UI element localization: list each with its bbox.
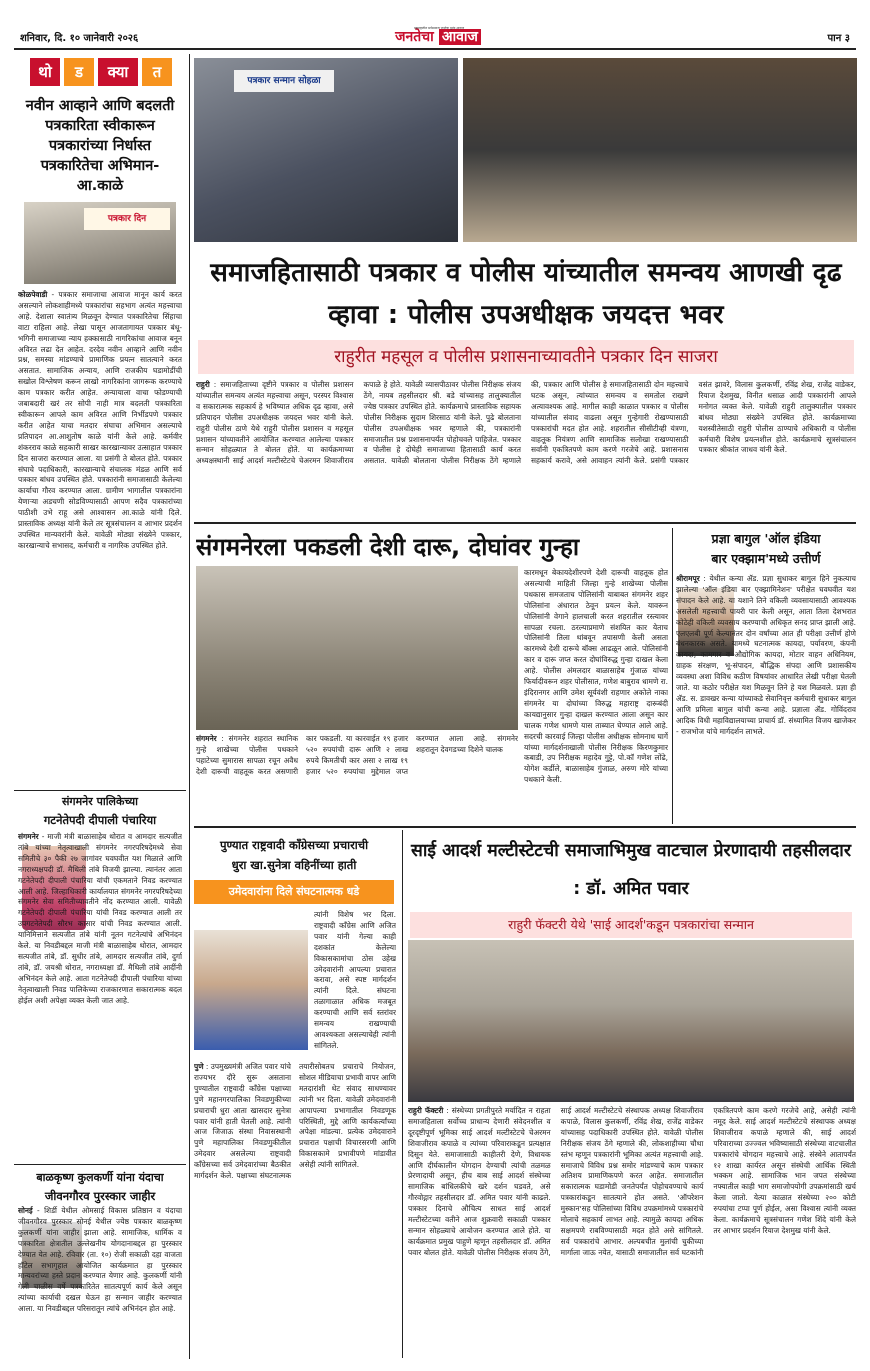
ncp-article-top: त्यांनी विशेष भर दिला. राष्ट्रवादी काँग्रेस आणि अजित पवार यांनी गेल्या काही दशकांत केलेल्या विकासकामांचा ठोस उहेख उमेदवारांनी आपल्या प्रचारात करावा, असे स्पष्ट मार्गदर्शन त्यांनी दिले. संघटना तळागाळात अधिक मजबूत करण्याची आणि सर्व स्तरांवर समन्वय राखण्याची आवश्यकता असल्याचेही त्यांनी सांगितले. [314, 910, 396, 1050]
brief-letter-2: ड [64, 58, 94, 86]
left2-article: संगमनेर - माजी मंत्री बाळासाहेब थोरात व आमदार सत्यजीत तांबे यांच्या नेतृत्वाखाली संगमनेर नगरपरिषदेमध्ये सेवा समितीचे ३० पैकी २७ जागांवर घवघवीत यश मिळाले आणि नगराध्यक्षपदी डॉ. मैथिली तांबे विजयी झाल्या. त्यानंतर आता गटनेतेपदी दीपाली पंचारिया यांची एकमताने निवड करण्यात आली आहे. जिल्हाधिकारी कार्यालयात संगमनेर नगरपरिषदेच्या संगमनेर सेवा समितीच्यावतीने नोंद करण्यात आली. यावेळी गटनेतेपदी दीपाली पंचारिया यांची निवड करण्यात आली तर उपगटनेतेपदी सौरभ कासार यांची निवड करण्यात आली. यानिमित्ताने सत्यजीत तांबे यांनी नूतन गटनेत्यांचे अभिनंदन केले. या निवडीबद्दल माजी मंत्री बाळासाहेब थोरात, आमदार सत्यजीत तांबे, डॉ. सुधीर तांबे, आमदार सत्यजीत तांबे, दुर्गा तांबे, डॉ. जयश्री थोरात, नगराध्यक्षा डॉ. मैथिली तांबे आदींनी अभिनंदन केले आहे. आता गटनेतेपदी दीपाली पंचारिया यांच्या नेतृत्वाखाली निवड पालिकेच्या राजकारणात सकारात्मक बदल होईल अशी अपेक्षा व्यक्त केली जात आहे. [18, 832, 182, 1005]
prajna-body: येथील कन्या ॲड. प्रज्ञा सुधाकर बागुल हिने नुकत्याच झालेल्या 'ऑल इंडिया बार एक्झामिनेशन' परीक्षेत घवघवीत यश संपादन केले आहे. या यशाने तिने वकिली व्यवसायासाठी आवश्यक असलेली महत्त्वाची पायरी पार केली असून, आता तिला देशभरात कोठेही वकिली व्यवसाय करण्याची अधिकृत सनद प्राप्त झाली आहे. एलएलबी पूर्ण केल्यानंतर दोन वर्षांच्या आत ही परीक्षा उत्तीर्ण होणे बंधनकारक असते. यामध्ये घटनात्मक कायदा, पर्यावरण, कंपनी कायदा, कामगार व औद्योगिक कायदा, मोटार वाहन अधिनियम, ग्राहक संरक्षण, भू-संपादन, बौद्धिक संपदा आणि प्रशासकीय व्यवस्था अशा विविध कठीण विषयांवर आधारित लेखी परीक्षा घेतली जाते. या कठोर परीक्षेत यश मिळवून तिने हे यश मिळवले. प्रज्ञा ही ॲड. स. डावखर कन्या यांच्याकडे सेवानिवृत्त कर्मचारी सुधाकर बागुल आणि प्रमिला बागुल यांची कन्या आहे. प्रज्ञाला ॲड. गोविंदराव आदिक विधी महाविद्यालयाच्या प्राचार्य डॉ. संध्यामित विजय खाजेकर - राजभोज यांचे मार्गदर्शन लाभले. [676, 574, 856, 736]
left3-headline-2: जीवनगौरव पुरस्कार जाहीर [44, 1189, 156, 1203]
left1-body: पत्रकार समाजाचा आवाज मानून कार्य करत असल्याने लोकशाहीमध्ये पत्रकारांचा सहभाग अत्यंत महत्त्वाचा आहे. देशाला स्वातंत्र्य मिळवून देण्यात पत्रकारितेचा सिंहाचा वाटा राहिला आहे. लेखा पासून आजतागायत पत्रकार बंधू-भगिनी समाजाच्या न्याय हक्कासाठी नागरिकांचा आवाज बनून अविरत लढा देत आहेत. दरदेव नवीन आव्हाने आणि नवीन प्रश्न, समस्या मांडण्याचे प्रामाणिक प्रयत्न सातत्याने करत असतात. सामाजिक अन्याय, आणि राजकीय घडामोडींची सखोल विश्लेषण करून लाखो नागरिकांना जागरूक करण्याचे काम पत्रकार करीत आहेत. अन्यायाला वाचा फोडण्याची जबाबदारी खरं तर सोपी नाही मात्र बदलती पत्रकारिता स्वीकारून आपले काम अविरत आणि निर्भीडपणे पत्रकार करीत आहेत याचा मतदार संघाचा अभिमान असल्याचे प्रतिपादन आ.आशुतोष काळे यांनी केले आहे. कर्मवीर शंकरराव काळे सहकारी साखर कारखान्यावर उत्साहात पत्रकार दिन साजरा करण्यात आला. या प्रसंगी ते बोलत होते. पत्रकार संघाचे पदाधिकारी, कारखान्याचे संचालक मंडळ आणि सर्व पत्रकार बांधव उपस्थित होते. पत्रकारांनी समाजासाठी केलेल्या कार्याचा गौरव करण्यात आला. ग्रामीण भागातील पत्रकारांना येणाऱ्या अडचणी सोडविण्यासाठी आपण सदैव पत्रकारांच्या पाठीशी उभे राहू असे आश्वासन आ.काळे यांनी दिले. प्रास्ताविक अध्यक्ष यांनी केले तर सूत्रसंचालन व आभार प्रदर्शन उपस्थित मान्यवरांनी केले. यावेळी मोठ्या संख्येने पत्रकार, कारखान्याचे सभासद, कर्मचारी व नागरिक उपस्थित होते. [18, 290, 182, 550]
top-photo-right [463, 58, 857, 242]
left2-body: माजी मंत्री बाळासाहेब थोरात व आमदार सत्यजीत तांबे यांच्या नेतृत्वाखाली संगमनेर नगरपरिषदेमध्ये सेवा समितीचे ३० पैकी २७ जागांवर घवघवीत यश मिळाले आणि नगराध्यक्षपदी डॉ. मैथिली तांबे विजयी झाल्या. त्यानंतर आता गटनेतेपदी दीपाली पंचारिया यांची एकमताने निवड करण्यात आली आहे. जिल्हाधिकारी कार्यालयात संगमनेर नगरपरिषदेच्या संगमनेर सेवा समितीच्यावतीने नोंद करण्यात आली. यावेळी गटनेतेपदी दीपाली पंचारिया यांची निवड करण्यात आली तर उपगटनेतेपदी सौरभ कासार यांची निवड करण्यात आली. यानिमित्ताने सत्यजीत तांबे यांनी नूतन गटनेत्यांचे अभिनंदन केले. या निवडीबद्दल माजी मंत्री बाळासाहेब थोरात, आमदार सत्यजीत तांबे, डॉ. सुधीर तांबे, आमदार सत्यजीत तांबे, दुर्गा तांबे, डॉ. जयश्री थोरात, नगराध्यक्षा डॉ. मैथिली तांबे आदींनी अभिनंदन केले आहे. आता गटनेतेपदी दीपाली पंचारिया यांच्या नेतृत्वाखाली निवड पालिकेच्या राजकारणात सकारात्मक बदल होईल अशी अपेक्षा व्यक्त केली जात आहे. [18, 832, 182, 1005]
left1-headline: नवीन आव्हाने आणि बदलती पत्रकारिता स्वीकारून पत्रकारांच्या निर्धास्त पत्रकारितेचा अभिमान- आ.काळे [25, 98, 175, 194]
left1-dateline: कोळपेवाडी [18, 290, 48, 299]
ncp-dateline: पुणे [194, 1062, 204, 1071]
ncp-headline-1: पुण्यात राष्ट्रवादी काँग्रेसच्या प्रचाराची [219, 838, 369, 852]
top-subhead: राहुरीत महसूल व पोलीस प्रशासनाच्यावतीने पत्रकार दिन साजरा [198, 340, 854, 374]
left-column [14, 54, 186, 1359]
top-photo-left [194, 58, 458, 242]
left1-photo-banner: पत्रकार दिन [84, 208, 170, 230]
prajna-headline-2: बार एक्झाम'मध्ये उत्तीर्ण [711, 551, 821, 566]
masthead-tagline: महाराष्ट्रातील सर्वसामान्य जनतेचा बुलंद आवाज [413, 26, 465, 30]
top-dateline: राहुरी [196, 380, 210, 389]
mid-dateline: संगमनेर [196, 734, 217, 743]
prajna-article: श्रीरामपूर : येथील कन्या ॲड. प्रज्ञा सुधाकर बागुल हिने नुकत्याच झालेल्या 'ऑल इंडिया बार एक्झामिनेशन' परीक्षेत घवघवीत यश संपादन केले आहे. या यशाने तिने वकिली व्यवसायासाठी आवश्यक असलेली महत्त्वाची पायरी पार केली असून, आता तिला देशभरात कोठेही वकिली व्यवसाय करण्याची अधिकृत सनद प्राप्त झाली आहे. एलएलबी पूर्ण केल्यानंतर दोन वर्षांच्या आत ही परीक्षा उत्तीर्ण होणे बंधनकारक असते. यामध्ये घटनात्मक कायदा, पर्यावरण, कंपनी कायदा, कामगार व औद्योगिक कायदा, मोटार वाहन अधिनियम, ग्राहक संरक्षण, भू-संपादन, बौद्धिक संपदा आणि प्रशासकीय व्यवस्था अशा विविध कठीण विषयांवर आधारित लेखी परीक्षा घेतली जाते. या कठोर परीक्षेत यश मिळवून तिने हे यश मिळवले. प्रज्ञा ही ॲड. स. डावखर कन्या यांच्याकडे सेवानिवृत्त कर्मचारी सुधाकर बागुल आणि प्रमिला बागुल यांची कन्या आहे. प्रज्ञाला ॲड. गोविंदराव आदिक विधी महाविद्यालयाच्या प्राचार्य डॉ. संध्यामित विजय खाजेकर - राजभोज यांचे मार्गदर्शन लाभले. [676, 574, 856, 736]
header-date: शनिवार, दि. १० जानेवारी २०२६ [20, 33, 139, 44]
top-headline: समाजहितासाठी पत्रकार व पोलीस यांच्यातील समन्वय आणखी दृढ व्हावा : पोलीस उपअधीक्षक जयदत्त भवर [210, 258, 842, 330]
sai-photo [408, 940, 854, 1102]
mid-headline: संगमनेरला पकडली देशी दारू, दोघांवर गुन्हा [196, 533, 580, 561]
sai-body: संस्थेच्या प्रगतीपुरते मर्यादित न राहता समाजहिताला सर्वोच्च प्राधान्य देणारी संवेदनशील व दूरदृष्टीपूर्ण भूमिका साई आदर्श मल्टीस्टेटचे चेअरमन शिवाजीराव कपाळे व त्यांच्या परिवाराकडून प्रत्यक्षात दिसून येते. समाजासाठी काहीतरी देणे, विधायक आणि दीर्घकालीन योगदान देण्याची त्यांची तळमळ प्रेरणादायी असून, हीच बाब साई आदर्श संस्थेच्या सामाजिक बांधिलकीचे खरे दर्शन घडवते, असे गौरवोद्गार तहसीलदार डॉ. अमित पवार यांनी काढले. पत्रकार दिनाचे औचित्य साधत साई आदर्श मल्टीस्टेटच्या वतीने आज शुक्रवारी सकाळी पत्रकार सन्मान सोहळ्याचे आयोजन करण्यात आले होते. या कार्यक्रमात प्रमुख पाहुणे म्हणून तहसीलदार डॉ. अमित पवार बोलत होते. यावेळी पोलीस निरीक्षक संजय ठेंगे, साई आदर्श मल्टीस्टेटचे संस्थापक अध्यक्ष शिवाजीराव कपाळे, विलास कुलकर्णी, रविंद्र शेख, राजेंद्र वाडेकर यांच्यासह पदाधिकारी उपस्थित होते. यावेळी पोलीस निरीक्षक संजय ठेंगे म्हणाले की, लोकशाहीच्या चौथा स्तंभ म्हणून पत्रकारांनी भूमिका अत्यंत महत्त्वाची आहे. समाजाचे विविध प्रश्न समोर मांडण्याचे काम पत्रकार अतिशय प्रामाणिकपणे करत आहेत. समाजातील सकारात्मक घडामोडी जनतेपर्यंत पोहोचवण्याचे कार्य पत्रकारांकडून सातत्याने होत असते. 'ऑपरेशन मुस्कान'सह पोलिसांच्या विविध उपक्रमांमध्ये पत्रकारांचे मोलाचे सहकार्य लाभत आहे. त्यामुळे कायदा अधिक सक्षमपणे राबविण्यासाठी मदत होते असे सांगितले. सर्व पत्रकारांचे आभार. अल्पबचीत मुलांची चुकीच्या मार्गाला जाऊ नयेत, यासाठी समाजातील सर्व घटकांनी एकत्रितपणे काम करणे गरजेचे आहे, असेही त्यांनी नमूद केले. साई आदर्श मल्टीस्टेटचे संस्थापक अध्यक्ष शिवाजीराव कपाळे म्हणाले की, साई आदर्श परिवाराच्या उज्ज्वल भविष्यासाठी संस्थेच्या वाटचालीत पत्रकारांचे योगदान महत्त्वाचे आहे. संस्थेने आतापर्यंत १२ शाखा कार्यरत असून संस्थेची आर्थिक स्थिती भक्कम आहे. सामाजिक भान जपत संस्थेच्या नफ्यातील काही भाग समाजोपयोगी उपक्रमांसाठी खर्च केला जातो. येत्या काळात संस्थेच्या २०० कोटी रुपयांचा टप्पा पूर्ण होईल, असा विश्वास त्यांनी व्यक्त केला. कार्यक्रमाचे सूत्रसंचालन गणेश शिंदे यांनी केले तर आभार प्रदर्शन रियाज देशमुख यांनी केले. [408, 1106, 856, 1257]
sai-article: राहुरी फॅक्टरी : संस्थेच्या प्रगतीपुरते मर्यादित न राहता समाजहिताला सर्वोच्च प्राधान्य देणारी संवेदनशील व दूरदृष्टीपूर्ण भूमिका साई आदर्श मल्टीस्टेटचे चेअरमन शिवाजीराव कपाळे व त्यांच्या परिवाराकडून प्रत्यक्षात दिसून येते. समाजासाठी काहीतरी देणे, विधायक आणि दीर्घकालीन योगदान देण्याची त्यांची तळमळ प्रेरणादायी असून, हीच बाब साई आदर्श संस्थेच्या सामाजिक बांधिलकीचे खरे दर्शन घडवते, असे गौरवोद्गार तहसीलदार डॉ. अमित पवार यांनी काढले. पत्रकार दिनाचे औचित्य साधत साई आदर्श मल्टीस्टेटच्या वतीने आज शुक्रवारी सकाळी पत्रकार सन्मान सोहळ्याचे आयोजन करण्यात आले होते. या कार्यक्रमात प्रमुख पाहुणे म्हणून तहसीलदार डॉ. अमित पवार बोलत होते. यावेळी पोलीस निरीक्षक संजय ठेंगे, साई आदर्श मल्टीस्टेटचे संस्थापक अध्यक्ष शिवाजीराव कपाळे, विलास कुलकर्णी, रविंद्र शेख, राजेंद्र वाडेकर यांच्यासह पदाधिकारी उपस्थित होते. यावेळी पोलीस निरीक्षक संजय ठेंगे म्हणाले की, लोकशाहीच्या चौथा स्तंभ म्हणून पत्रकारांनी भूमिका अत्यंत महत्त्वाची आहे. समाजाचे विविध प्रश्न समोर मांडण्याचे काम पत्रकार अतिशय प्रामाणिकपणे करत आहेत. समाजातील सकारात्मक घडामोडी जनतेपर्यंत पोहोचवण्याचे कार्य पत्रकारांकडून सातत्याने होत असते. 'ऑपरेशन मुस्कान'सह पोलिसांच्या विविध उपक्रमांमध्ये पत्रकारांचे मोलाचे सहकार्य लाभत आहे. त्यामुळे कायदा अधिक सक्षमपणे राबविण्यासाठी मदत होते असे सांगितले. सर्व पत्रकारांचे आभार. अल्पबचीत मुलांची चुकीच्या मार्गाला जाऊ नयेत, यासाठी समाजातील सर्व घटकांनी एकत्रितपणे काम करणे गरजेचे आहे, असेही त्यांनी नमूद केले. साई आदर्श मल्टीस्टेटचे संस्थापक अध्यक्ष शिवाजीराव कपाळे म्हणाले की, साई आदर्श परिवाराच्या उज्ज्वल भविष्यासाठी संस्थेच्या वाटचालीत पत्रकारांचे योगदान महत्त्वाचे आहे. संस्थेने आतापर्यंत १२ शाखा कार्यरत असून संस्थेची आर्थिक स्थिती भक्कम आहे. सामाजिक भान जपत संस्थेच्या नफ्यातील काही भाग समाजोपयोगी उपक्रमांसाठी खर्च केला जातो. येत्या काळात संस्थेच्या २०० कोटी रुपयांचा टप्पा पूर्ण होईल, असा विश्वास त्यांनी व्यक्त केला. कार्यक्रमाचे सूत्रसंचालन गणेश शिंदे यांनी केले तर आभार प्रदर्शन रियाज देशमुख यांनी केले. [408, 1106, 856, 1257]
left1-article: कोळपेवाडी - पत्रकार समाजाचा आवाज मानून कार्य करत असल्याने लोकशाहीमध्ये पत्रकारांचा सहभाग अत्यंत महत्त्वाचा आहे. देशाला स्वातंत्र्य मिळवून देण्यात पत्रकारितेचा सिंहाचा वाटा राहिला आहे. लेखा पासून आजतागायत पत्रकार बंधू-भगिनी समाजाच्या न्याय हक्कासाठी नागरिकांचा आवाज बनून अविरत लढा देत आहेत. दरदेव नवीन आव्हाने आणि नवीन प्रश्न, समस्या मांडण्याचे प्रामाणिक प्रयत्न सातत्याने करत असतात. सामाजिक अन्याय, आणि राजकीय घडामोडींची सखोल विश्लेषण करून लाखो नागरिकांना जागरूक करण्याचे काम पत्रकार करीत आहेत. अन्यायाला वाचा फोडण्याची जबाबदारी खरं तर सोपी नाही मात्र बदलती पत्रकारिता स्वीकारून आपले काम अविरत आणि निर्भीडपणे पत्रकार करीत आहेत याचा मतदार संघाचा अभिमान असल्याचे प्रतिपादन आ.आशुतोष काळे यांनी केले आहे. कर्मवीर शंकरराव काळे सहकारी साखर कारखान्यावर उत्साहात पत्रकार दिन साजरा करण्यात आला. या प्रसंगी ते बोलत होते. पत्रकार संघाचे पदाधिकारी, कारखान्याचे संचालक मंडळ आणि सर्व पत्रकार बांधव उपस्थित होते. पत्रकारांनी समाजासाठी केलेल्या कार्याचा गौरव करण्यात आला. ग्रामीण भागातील पत्रकारांना येणाऱ्या अडचणी सोडविण्यासाठी आपण सदैव पत्रकारांच्या पाठीशी उभे राहू असे आश्वासन आ.काळे यांनी दिले. प्रास्ताविक अध्यक्ष यांनी केले तर सूत्रसंचालन व आभार प्रदर्शन उपस्थित मान्यवरांनी केले. यावेळी मोठ्या संख्येने पत्रकार, कारखान्याचे सभासद, कर्मचारी व नागरिक उपस्थित होते. [18, 290, 182, 550]
mid-photo [196, 566, 518, 730]
left2-dateline: संगमनेर [18, 832, 39, 841]
left2-headline-2: गटनेतेपदी दीपाली पंचारिया [43, 813, 157, 827]
brief-letter-4: त [142, 58, 172, 86]
mid-article-under: संगमनेर : संगमनेर शहरात स्थानिक गुन्हे शाखेच्या पोलीस पथकाने पहाटेच्या सुमारास सापळा रचून अवैध देशी दारूची वाहतूक करत असणारी कार पकडली. या कारवाईत १९ हजार ५२० रुपयांची दारू आणि २ लाख रुपये किमतीची कार असा २ लाख १९ हजार ५२० रुपयांचा मुद्देमाल जप्त करण्यात आला आहे. संगमनेर शहरातून देवगडच्या दिशेने चालक [196, 734, 518, 776]
top-article: राहुरी : समाजहिताच्या दृष्टीने पत्रकार व पोलीस प्रशासन यांच्यातील समन्वय अत्यंत महत्त्वाचा असून, परस्पर विश्वास व सकारात्मक सहकार्य हे भविष्यात अधिक दृढ व्हावा, असे प्रतिपादन पोलीस उपअधीक्षक जयदत्त भवर यांनी केले. राहुरी पोलीस ठाणे येथे राहुरी पोलीस प्रशासन व महसूल प्रशासन यांच्यावतीने आयोजित करण्यात आलेल्या पत्रकार सन्मान सोहळ्यात ते बोलत होते. या कार्यक्रमाच्या अध्यक्षस्थानी साई आदर्श मल्टीस्टेटचे चेअरमन शिवाजीराव कपाळे हे होते. यावेळी व्यासपीठावर पोलीस निरीक्षक संजय ठेंगे, नायब तहसीलदार श्री. बडे यांच्यासह तालुक्यातील ज्येष्ठ पत्रकार उपस्थित होते. कार्यक्रमाचे प्रास्ताविक सहायक पोलीस निरीक्षक सुदाम शिरसाठ यांनी केले. पुढे बोलताना पोलीस उपअधीक्षक भवर म्हणाले की, पत्रकारांनी समाजातील प्रश्न प्रशासनापर्यंत पोहोचवले पाहिजेत. पत्रकार व पोलीस हे दोघेही समाजाच्या हितासाठी कार्य करत असतात. यावेळी बोलताना पोलीस निरीक्षक ठेंगे म्हणाले की, पत्रकार आणि पोलीस हे समाजहितासाठी दोन महत्त्वाचे घटक असून, त्यांच्यात समन्वय व समतोल राखणे अत्यावश्यक आहे. मागील काही काळात पत्रकार व पोलीस यांच्यातील संवाद वाढला असून गुन्हेगारी रोखण्यासाठी पत्रकारांची मदत होत आहे. शहरातील सीसीटीव्ही यंत्रणा, वाहतूक नियंत्रण आणि सामाजिक सलोखा राखण्यासाठी सर्वांनी एकत्रितपणे काम करणे गरजेचे आहे. प्रशासनास सहकार्य करावे, असे आवाहन त्यांनी केले. प्रसंगी पत्रकार वसंत झावरे, विलास कुलकर्णी, रविंद्र शेख, राजेंद्र वाडेकर, रियाज देशमुख, विनीत धसाळ आदी पत्रकारांनी आपले मनोगत व्यक्त केले. यावेळी राहुरी तालुक्यातील पत्रकार बांधव मोठ्या संख्येने उपस्थित होते. कार्यक्रमाच्या यशस्वीतेसाठी राहुरी पोलीस ठाण्याचे अधिकारी व पोलीस कर्मचारी विशेष प्रयत्नशील होते. कार्यक्रमाचे सूत्रसंचालन पत्रकार श्रीकांत जाधव यांनी केले. [196, 380, 856, 466]
sai-dateline: राहुरी फॅक्टरी [408, 1106, 444, 1115]
left3-body: शिर्डी येथील ओमसाई विकास प्रतिष्ठान व यंदाचा जीवनगौरव पुरस्कार सोनई येथील ज्येष्ठ पत्रकार बाळकृष्ण कुलकर्णी यांना जाहीर झाला आहे. सामाजिक, धार्मिक व पत्रकारिता क्षेत्रातील उल्लेखनीय योगदानाबद्दल हा पुरस्कार देण्यात येत आहे. रविवार (ता. १०) रोजी सकाळी दहा वाजता हॉटेल सभागृहात आयोजित कार्यक्रमात हा पुरस्कार मान्यवरांच्या हस्ते प्रदान करण्यात येणार आहे. कुलकर्णी यांनी गेली चाळीस वर्षे पत्रकारितेत सातत्यपूर्ण कार्य केले असून त्यांच्या कार्याची दखल घेऊन हा सन्मान जाहीर करण्यात आला. या निवडीबद्दल परिसरातून त्यांचे अभिनंदन होत आहे. [18, 1206, 182, 1314]
brief-letter-1: थो [30, 58, 60, 86]
mid-body-under: संगमनेर शहरात स्थानिक गुन्हे शाखेच्या पोलीस पथकाने पहाटेच्या सुमारास सापळा रचून अवैध देशी दारूची वाहतूक करत असणारी कार पकडली. या कारवाईत १९ हजार ५२० रुपयांची दारू आणि २ लाख रुपये किमतीची कार असा २ लाख १९ हजार ५२० रुपयांचा मुद्देमाल जप्त करण्यात आला आहे. संगमनेर शहरातून देवगडच्या दिशेने चालक [196, 734, 518, 776]
left2-headline-1: संगमनेर पालिकेच्या [61, 795, 139, 808]
brief-banner [14, 54, 186, 90]
masthead-right: आवाज [439, 29, 481, 45]
sai-headline: साई आदर्श मल्टीस्टेटची समाजाभिमुख वाटचाल प्रेरणादायी तहसीलदार : डॉ. अमित पवार [411, 841, 851, 899]
prajna-dateline: श्रीरामपूर [676, 574, 700, 583]
stage-banner: पत्रकार सन्मान सोहळा [234, 70, 334, 92]
prajna-headline-1: प्रज्ञा बागुल 'ऑल इंडिया [711, 531, 821, 546]
ncp-headline-2: धुरा खा.सुनेत्रा वहिनींच्या हाती [231, 858, 357, 872]
page-number: पान ३ [827, 33, 850, 44]
left1-photo [24, 202, 176, 284]
left3-dateline: सोनई [18, 1206, 33, 1215]
sai-subhead: राहुरी फॅक्टरी येथे 'साई आदर्श'कडून पत्रकारांचा सन्मान [410, 912, 852, 938]
left3-article: सोनई - शिर्डी येथील ओमसाई विकास प्रतिष्ठान व यंदाचा जीवनगौरव पुरस्कार सोनई येथील ज्येष्ठ पत्रकार बाळकृष्ण कुलकर्णी यांना जाहीर झाला आहे. सामाजिक, धार्मिक व पत्रकारिता क्षेत्रातील उल्लेखनीय योगदानाबद्दल हा पुरस्कार देण्यात येत आहे. रविवार (ता. १०) रोजी सकाळी दहा वाजता हॉटेल सभागृहात आयोजित कार्यक्रमात हा पुरस्कार मान्यवरांच्या हस्ते प्रदान करण्यात येणार आहे. कुलकर्णी यांनी गेली चाळीस वर्षे पत्रकारितेत सातत्यपूर्ण कार्य केले असून त्यांच्या कार्याची दखल घेऊन हा सन्मान जाहीर करण्यात आला. या निवडीबद्दल परिसरातून त्यांचे अभिनंदन होत आहे. [18, 1206, 182, 1314]
page-header [14, 26, 856, 46]
left3-headline-1: बाळकृष्ण कुलकर्णी यांना यंदाचा [36, 1171, 164, 1184]
mid-article-right: कारमधून बेकायदेशीरपणे देशी दारूची वाहतूक होत असल्याची माहिती जिल्हा गुन्हे शाखेच्या पोलीस पथकास समजताच पोलिसांनी याबाबत संगमनेर शहर पोलिसांना अंधारात ठेवून प्रयत्न केले. यावरून पोलिसांनी वेगाने हालचाली करत शहरातील रस्त्यावर सापळा रचला. ठरल्याप्रमाणे संशयित कार येताच पोलिसांनी तिला थांबवून तपासणी केली असता कारमध्ये देशी दारूचे बॉक्स आढळून आले. पोलिसांनी कार व दारू जप्त करत दोघांविरुद्ध गुन्हा दाखल केला आहे. पोलीस अंमलदार बाळासाहेब गुंजाळ यांच्या फिर्यादीवरून शहर पोलीसात, गणेश बाबुराव धामणे रा. इंदिरानगर आणि उमेश सूर्यवंशी राहणार अकोले नाका संगमनेर या दोघांच्या विरुद्ध महाराष्ट्र दारूबंदी कायद्यानुसार गुन्हा दाखल करण्यात आला असून कार चालक गणेश धामणे यास ताब्यात घेण्यात आले आहे. सदरची कारवाई जिल्हा पोलीस अधीक्षक सोमनाथ घार्गे यांच्या मार्गदर्शनाखाली पोलीस निरीक्षक किरणकुमार कबाडी, उप निरीक्षक महादेव गुट्टे, पो.कॉ गणेश लोंढे, योगेश कर्डीले, बाळासाहेब गुंजाळ, अरुण मोरे यांच्या पथकाने केली. [524, 568, 668, 785]
ncp-photo [194, 930, 308, 1050]
top-body: समाजहिताच्या दृष्टीने पत्रकार व पोलीस प्रशासन यांच्यातील समन्वय अत्यंत महत्त्वाचा असून, परस्पर विश्वास व सकारात्मक सहकार्य हे भविष्यात अधिक दृढ व्हावा, असे प्रतिपादन पोलीस उपअधीक्षक जयदत्त भवर यांनी केले. राहुरी पोलीस ठाणे येथे राहुरी पोलीस प्रशासन व महसूल प्रशासन यांच्यावतीने आयोजित करण्यात आलेल्या पत्रकार सन्मान सोहळ्यात ते बोलत होते. या कार्यक्रमाच्या अध्यक्षस्थानी साई आदर्श मल्टीस्टेटचे चेअरमन शिवाजीराव कपाळे हे होते. यावेळी व्यासपीठावर पोलीस निरीक्षक संजय ठेंगे, नायब तहसीलदार श्री. बडे यांच्यासह तालुक्यातील ज्येष्ठ पत्रकार उपस्थित होते. कार्यक्रमाचे प्रास्ताविक सहायक पोलीस निरीक्षक सुदाम शिरसाठ यांनी केले. पुढे बोलताना पोलीस उपअधीक्षक भवर म्हणाले की, पत्रकारांनी समाजातील प्रश्न प्रशासनापर्यंत पोहोचवले पाहिजेत. पत्रकार व पोलीस हे दोघेही समाजाच्या हितासाठी कार्य करत असतात. यावेळी बोलताना पोलीस निरीक्षक ठेंगे म्हणाले की, पत्रकार आणि पोलीस हे समाजहितासाठी दोन महत्त्वाचे घटक असून, त्यांच्यात समन्वय व समतोल राखणे अत्यावश्यक आहे. मागील काही काळात पत्रकार व पोलीस यांच्यातील संवाद वाढला असून गुन्हेगारी रोखण्यासाठी पत्रकारांची मदत होत आहे. शहरातील सीसीटीव्ही यंत्रणा, वाहतूक नियंत्रण आणि सामाजिक सलोखा राखण्यासाठी सर्वांनी एकत्रितपणे काम करणे गरजेचे आहे. प्रशासनास सहकार्य करावे, असे आवाहन त्यांनी केले. प्रसंगी पत्रकार वसंत झावरे, विलास कुलकर्णी, रविंद्र शेख, राजेंद्र वाडेकर, रियाज देशमुख, विनीत धसाळ आदी पत्रकारांनी आपले मनोगत व्यक्त केले. यावेळी राहुरी तालुक्यातील पत्रकार बांधव मोठ्या संख्येने उपस्थित होते. कार्यक्रमाच्या यशस्वीतेसाठी राहुरी पोलीस ठाण्याचे अधिकारी व पोलीस कर्मचारी विशेष प्रयत्नशील होते. कार्यक्रमाचे सूत्रसंचालन पत्रकार श्रीकांत जाधव यांनी केले. [196, 380, 856, 466]
ncp-article-bottom: पुणे : उपमुख्यमंत्री अजित पवार यांचे राज्यभर दौरे सुरू असताना पुण्यातील राष्ट्रवादी काँग्रेस पक्षाच्या पुणे महानगरपालिका निवडणुकीच्या प्रचाराची धुरा आता खासदार सुनेत्रा पवार यांनी हाती घेतली आहे. त्यांनी आज जिजाऊ संस्था निवासस्थानी पुणे महापालिका निवडणुकीतील उमेदवार असलेल्या राष्ट्रवादी काँग्रेसच्या सर्व उमेदवारांच्या बैठकीत मार्गदर्शन केले. पक्षाच्या संघटनात्मक तयारीसोबतच प्रचाराचे नियोजन, सोशल मीडियाचा प्रभावी वापर आणि मतदारांशी थेट संवाद साधण्यावर त्यांनी भर दिला. यावेळी उमेदवारांनी आपापल्या प्रभागातील निवडणूक परिस्थिती, मुद्दे आणि कार्यकर्त्यांच्या अपेक्षा मांडल्या. प्रत्येक उमेदवाराने प्रचारात पक्षाची विचारसरणी आणि विकासकामे प्रभावीपणे मांडावीत असेही त्यांनी सांगितले. [194, 1062, 396, 1181]
masthead-left: जनतेचा [395, 29, 434, 45]
ncp-body: उपमुख्यमंत्री अजित पवार यांचे राज्यभर दौरे सुरू असताना पुण्यातील राष्ट्रवादी काँग्रेस पक्षाच्या पुणे महानगरपालिका निवडणुकीच्या प्रचाराची धुरा आता खासदार सुनेत्रा पवार यांनी हाती घेतली आहे. त्यांनी आज जिजाऊ संस्था निवासस्थानी पुणे महापालिका निवडणुकीतील उमेदवार असलेल्या राष्ट्रवादी काँग्रेसच्या सर्व उमेदवारांच्या बैठकीत मार्गदर्शन केले. पक्षाच्या संघटनात्मक तयारीसोबतच प्रचाराचे नियोजन, सोशल मीडियाचा प्रभावी वापर आणि मतदारांशी थेट संवाद साधण्यावर त्यांनी भर दिला. यावेळी उमेदवारांनी आपापल्या प्रभागातील निवडणूक परिस्थिती, मुद्दे आणि कार्यकर्त्यांच्या अपेक्षा मांडल्या. प्रत्येक उमेदवाराने प्रचारात पक्षाची विचारसरणी आणि विकासकामे प्रभावीपणे मांडावीत असेही त्यांनी सांगितले. [194, 1062, 396, 1181]
brief-letter-3: क्या [98, 58, 138, 86]
ncp-subhead: उमेदवारांना दिले संघटनात्मक धडे [194, 880, 394, 904]
